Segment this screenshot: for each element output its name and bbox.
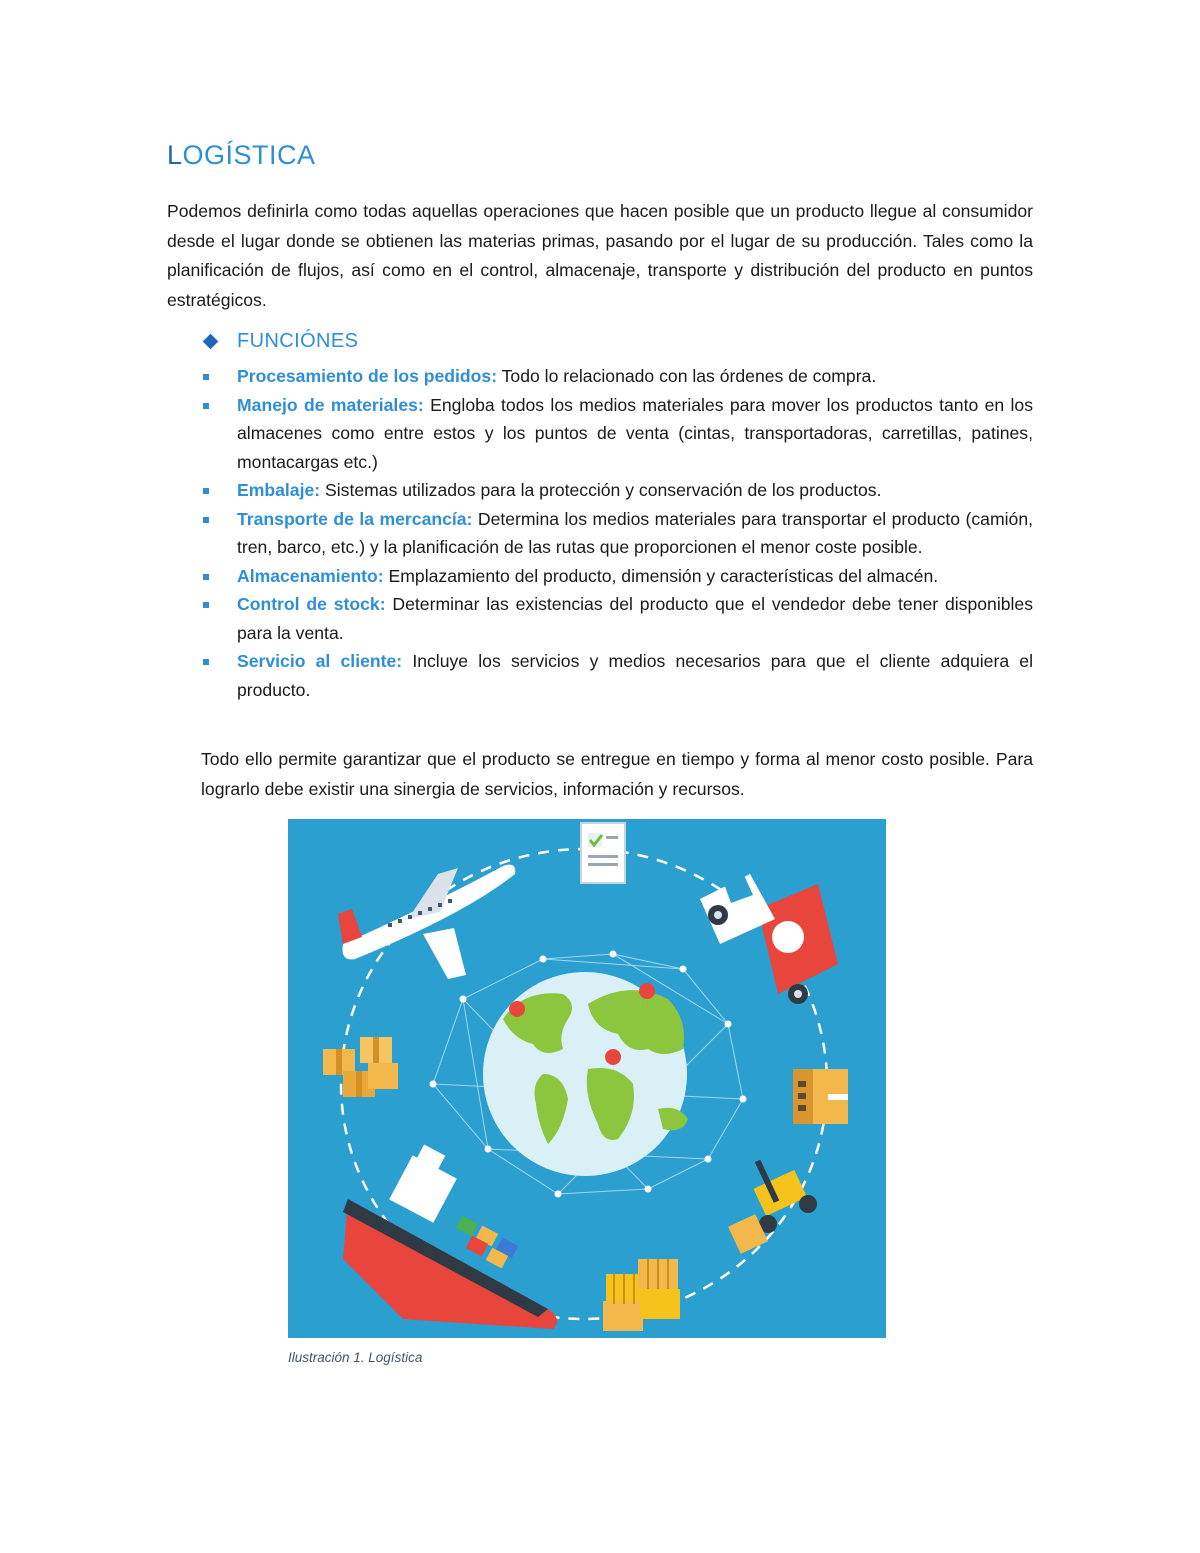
logistics-illustration <box>288 819 886 1338</box>
list-item <box>201 391 1033 477</box>
function-term: Control de stock: <box>237 594 386 614</box>
intro-paragraph: Podemos definirla como todas aquellas operaciones que hacen posible que un producto llegue al consumidor desde el lugar donde se obtienen las materias primas, pasando por el lugar de su producción. Tales como la planificación de flujos, así como en el control, almacenaje, transporte y distribución del producto en puntos estratégicos. <box>167 201 1033 310</box>
function-term: Almacenamiento: <box>237 565 384 586</box>
function-text: Determinar las existencias del producto que el vendedor debe tener disponibles para la venta. <box>237 594 1033 643</box>
function-term: Servicio al cliente: <box>237 651 403 671</box>
list-item <box>201 647 1033 704</box>
checklist-document-icon <box>581 823 625 883</box>
function-text: Todo lo relacionado con las órdenes de compra. <box>497 366 877 386</box>
package-box-icon <box>793 1069 848 1124</box>
function-text: Emplazamiento del producto, dimensión y características del almacén. <box>383 565 939 586</box>
function-term: Embalaje: <box>237 480 321 500</box>
function-term: Procesamiento de los pedidos: <box>237 366 498 386</box>
figure-caption: Ilustración 1. Logística <box>288 1350 423 1365</box>
function-term: Transporte de la mercancía: <box>237 508 473 529</box>
list-item <box>201 476 1033 505</box>
function-text: Incluye los servicios y medios necesarios para que el cliente adquiera el producto. <box>237 651 1033 700</box>
functions-heading <box>203 330 358 353</box>
square-bullet-icon <box>203 403 209 409</box>
square-bullet-icon <box>203 374 209 380</box>
square-bullet-icon <box>203 488 209 494</box>
page-title <box>167 140 316 171</box>
square-bullet-icon <box>203 659 209 665</box>
square-bullet-icon <box>203 602 209 608</box>
list-item <box>201 562 1033 591</box>
list-item <box>201 362 1033 391</box>
logistics-illustration-svg <box>288 819 886 1338</box>
function-term: Manejo de materiales: <box>237 394 424 415</box>
diamond-bullet-icon <box>203 334 219 350</box>
list-item <box>201 590 1033 647</box>
square-bullet-icon <box>203 574 209 580</box>
functions-list <box>201 362 1033 704</box>
square-bullet-icon <box>203 517 209 523</box>
title-first-letter: L <box>167 140 183 170</box>
list-item <box>201 505 1033 562</box>
function-text: Sistemas utilizados para la protección y conservación de los productos. <box>320 480 882 500</box>
function-text: Engloba todos los medios materiales para mover los productos tanto en los almacenes como entre estos y los puntos de venta (cintas, transportadoras, carretillas, patines, montacargas etc.) <box>237 394 1034 472</box>
title-rest: OGÍSTICA <box>182 140 316 170</box>
function-text: Determina los medios materiales para transportar el producto (camión, tren, barco, etc.) y la planificación de las rutas que proporcionen el menor coste posible. <box>237 508 1033 557</box>
closing-paragraph: Todo ello permite garantizar que el producto se entregue en tiempo y forma al menor costo posible. Para lograrlo debe existir una sinergia de servicios, información y recursos. <box>201 749 1033 799</box>
section-title: FUNCIÓNES <box>237 330 359 352</box>
